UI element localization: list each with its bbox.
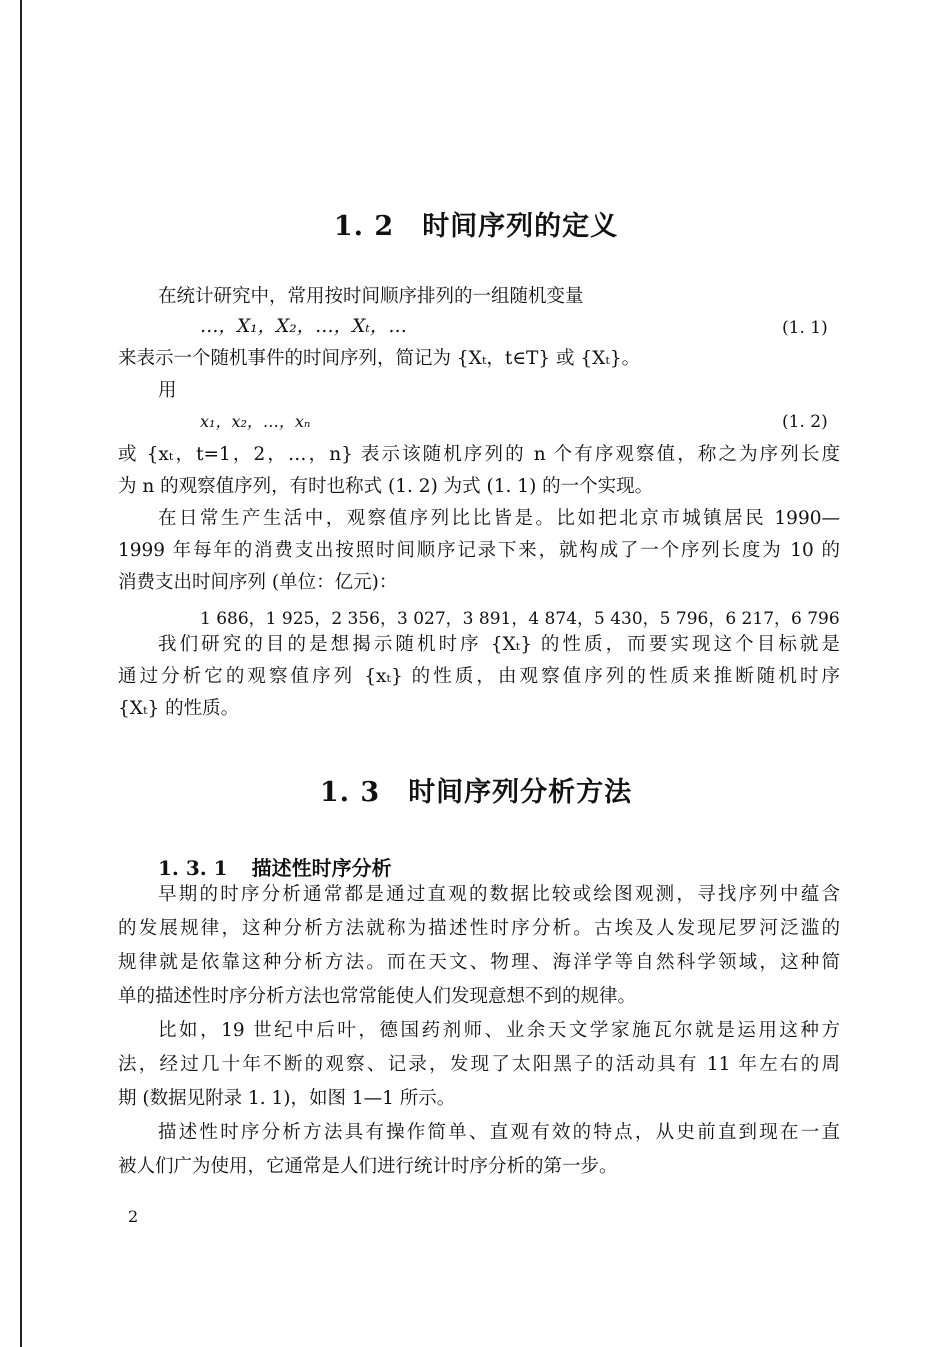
page-margin-line bbox=[20, 0, 22, 1347]
equation-number: (1. 2) bbox=[782, 412, 828, 432]
paragraph-line: 早期的时序分析通常都是通过直观的数据比较或绘图观测，寻找序列中蕴含 bbox=[158, 884, 840, 905]
paragraph-line: 来表示一个随机事件的时间序列，简记为 {Xₜ，t∈T} 或 {Xₜ}。 bbox=[118, 348, 641, 369]
subsection-title: 描述性时序分析 bbox=[251, 856, 392, 880]
paragraph-line: {Xₜ} 的性质。 bbox=[118, 698, 240, 719]
paragraph-line: 期 (数据见附录 1. 1)，如图 1—1 所示。 bbox=[118, 1088, 456, 1109]
paragraph-line: 消费支出时间序列 (单位：亿元)： bbox=[118, 572, 398, 593]
section-title: 时间序列的定义 bbox=[422, 211, 619, 242]
paragraph-line: 描述性时序分析方法具有操作简单、直观有效的特点，从史前直到现在一直 bbox=[158, 1122, 840, 1143]
paragraph-line: 在日常生产生活中，观察值序列比比皆是。比如把北京市城镇居民 1990— bbox=[158, 508, 840, 529]
paragraph-line: 我们研究的目的是想揭示随机时序 {Xₜ} 的性质，而要实现这个目标就是 bbox=[158, 634, 840, 655]
paragraph-line: 规律就是依靠这种分析方法。而在天文、物理、海洋学等自然科学领域，这种简 bbox=[118, 952, 840, 973]
paragraph-line: 的发展规律，这种分析方法就称为描述性时序分析。古埃及人发现尼罗河泛滥的 bbox=[118, 918, 840, 939]
section-title: 时间序列分析方法 bbox=[408, 777, 633, 808]
section-heading-1-2 bbox=[0, 204, 952, 243]
paragraph-line: 为 n 的观察值序列，有时也称式 (1. 2) 为式 (1. 1) 的一个实现。 bbox=[118, 476, 654, 497]
data-series: 1 686，1 925，2 356，3 027，3 891，4 874，5 430，5 796，6 217，6 796 bbox=[200, 609, 840, 629]
page-number: 2 bbox=[128, 1207, 139, 1226]
paragraph-line: 用 bbox=[158, 380, 177, 401]
section-heading-1-3 bbox=[0, 770, 952, 809]
paragraph-line: 被人们广为使用，它通常是人们进行统计时序分析的第一步。 bbox=[118, 1156, 618, 1177]
paragraph-line: 通过分析它的观察值序列 {xₜ} 的性质，由观察值序列的性质来推断随机时序 bbox=[118, 666, 840, 687]
paragraph-line: 在统计研究中，常用按时间顺序排列的一组随机变量 bbox=[158, 286, 584, 307]
paragraph-line: 法，经过几十年不断的观察、记录，发现了太阳黑子的活动具有 11 年左右的周 bbox=[118, 1054, 840, 1075]
subsection-heading-1-3-1 bbox=[158, 852, 392, 881]
paragraph-line: 1999 年每年的消费支出按照时间顺序记录下来，就构成了一个序列长度为 10 的 bbox=[118, 540, 840, 561]
paragraph-line: 比如，19 世纪中后叶，德国药剂师、业余天文学家施瓦尔就是运用这种方 bbox=[158, 1020, 840, 1041]
subsection-number: 1. 3. 1 bbox=[158, 856, 228, 880]
equation-1-1: …，X₁，X₂，…，Xₜ，… bbox=[200, 316, 407, 337]
paragraph-line: 或 {xₜ，t=1，2，…，n} 表示该随机序列的 n 个有序观察值，称之为序列长度 bbox=[118, 444, 840, 465]
equation-number: (1. 1) bbox=[782, 318, 828, 338]
section-number: 1. 2 bbox=[333, 211, 395, 242]
paragraph-line: 单的描述性时序分析方法也常常能使人们发现意想不到的规律。 bbox=[118, 986, 637, 1007]
equation-1-2: x₁，x₂，…，xₙ bbox=[200, 412, 311, 431]
section-number: 1. 3 bbox=[319, 777, 381, 808]
